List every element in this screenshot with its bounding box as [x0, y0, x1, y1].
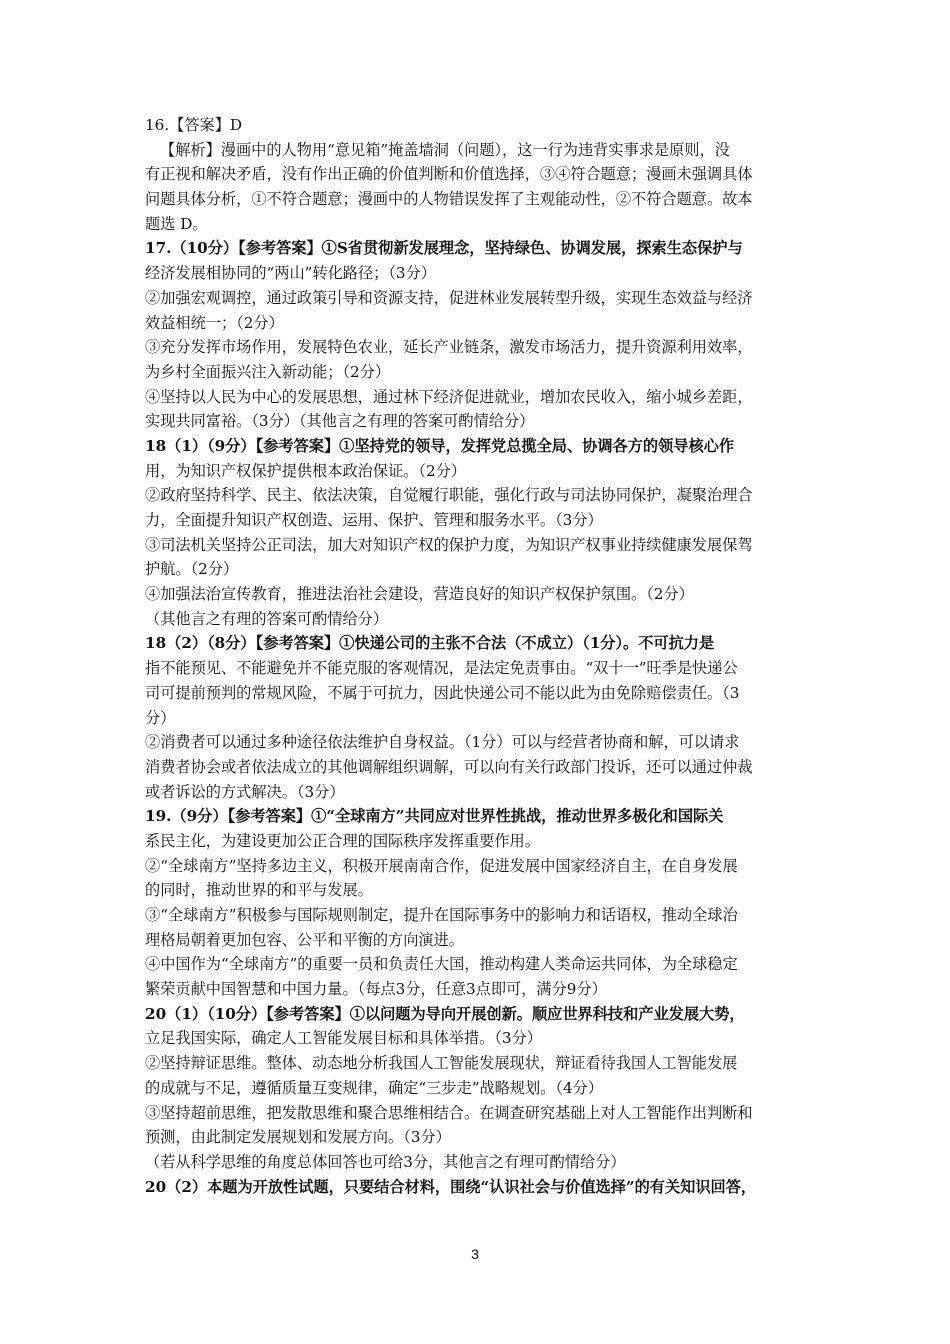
text-line: ②消费者可以通过多种途径依法维护自身权益。（1分）可以与经营者协商和解，可以请求 — [145, 733, 740, 752]
answer-text-block — [145, 113, 810, 1199]
text-line: 分） — [145, 708, 176, 727]
text-line: ④中国作为“全球南方”的重要一员和负责任大国，推动构建人类命运共同体，为全球稳定 — [145, 955, 738, 974]
text-line: 的同时，推动世界的和平与发展。 — [145, 881, 373, 900]
text-line: ③“全球南方”积极参与国际规则制定，提升在国际事务中的影响力和话语权，推动全球治 — [145, 906, 738, 924]
text-line: （其他言之有理的答案可酌情给分） — [145, 609, 388, 628]
text-line: 用，为知识产权保护提供根本政治保证。（2分） — [145, 461, 467, 480]
text-line: ②“全球南方”坚持多边主义，积极开展南南合作，促进发展中国家经济自主，在自身发展 — [145, 856, 738, 875]
text-line: 的成就与不足，遵循质量互变规律，确定“三步走”战略规划。（4分） — [145, 1078, 604, 1097]
text-line: 20（2）本题为开放性试题，只要结合材料，围绕“认识社会与价值选择”的有关知识回答， — [145, 1177, 757, 1196]
text-line: ②坚持辩证思维。整体、动态地分析我国人工智能发展现状，辩证看待我国人工智能发展 — [145, 1054, 738, 1073]
text-line: ②政府坚持科学、民主、依法决策，自觉履行职能，强化行政与司法协同保护，凝聚治理合 — [145, 486, 753, 505]
text-line: 为乡村全面振兴注入新动能；（2分） — [145, 362, 391, 381]
text-line: 有正视和解决矛盾，没有作出正确的价值判断和价值选择，③④符合题意；漫画未强调具体 — [145, 165, 753, 184]
text-line: 【解析】漫画中的人物用“意见箱”掩盖墙洞（问题），这一行为违背实事求是原则，没 — [160, 140, 730, 159]
text-line: 19.（9分）【参考答案】①“全球南方”共同应对世界性挑战，推动世界多极化和国际关 — [145, 807, 724, 826]
text-line: 20（1）（10分）【参考答案】①以问题为导向开展创新。顺应世界科技和产业发展大势， — [145, 1004, 745, 1023]
text-line: 力，全面提升知识产权创造、运用、保护、管理和服务水平。（3分） — [145, 511, 603, 529]
text-line: 题选 D。 — [145, 214, 208, 233]
text-line: ③充分发挥市场作用，发展特色农业，延长产业链条，激发市场活力，提升资源利用效率， — [145, 338, 753, 357]
text-line: 理格局朝着更加包容、公平和平衡的方向演进。 — [145, 930, 464, 949]
text-line: 指不能预见、不能避免并不能克服的客观情况，是法定免责事由。“双十一”旺季是快递公 — [145, 659, 738, 678]
text-line: ③司法机关坚持公正司法，加大对知识产权的保护力度，为知识产权事业持续健康发展保驾 — [145, 535, 753, 554]
text-line: 18（2）（8分）【参考答案】①快递公司的主张不合法（不成立）（1分）。不可抗力是 — [145, 634, 715, 653]
text-line: ④加强法治宣传教育，推进法治社会建设，营造良好的知识产权保护氛围。（2分） — [145, 585, 694, 604]
text-line: 系民主化，为建设更加公正合理的国际秩序发挥重要作用。 — [145, 831, 540, 850]
text-line: ②加强宏观调控，通过政策引导和资源支持，促进林业发展转型升级，实现生态效益与经济 — [145, 288, 753, 307]
text-line: 预测，由此制定发展规划和发展方向。（3分） — [145, 1128, 451, 1147]
text-line: 18（1）（9分）【参考答案】①坚持党的领导，发挥党总揽全局、协调各方的领导核心作 — [145, 436, 735, 455]
text-line: 实现共同富裕。（3分）（其他言之有理的答案可酌情给分） — [145, 412, 535, 431]
text-line: 或者诉讼的方式解决。（3分） — [145, 782, 345, 801]
text-line: 消费者协会或者依法成立的其他调解组织调解，可以向有关行政部门投诉，还可以通过仲裁 — [145, 757, 753, 776]
text-line: 效益相统一；（2分） — [145, 313, 284, 332]
text-line: ③坚持超前思维，把发散思维和聚合思维相结合。在调查研究基础上对人工智能作出判断和 — [145, 1103, 753, 1122]
text-line: 17.（10分）【参考答案】①S省贯彻新发展理念，坚持绿色、协调发展，探索生态保护与 — [145, 239, 743, 258]
text-line: 繁荣贡献中国智慧和中国力量。（每点3分，任意3点即可，满分9分） — [145, 980, 607, 999]
text-line: ④坚持以人民为中心的发展思想，通过林下经济促进就业，增加农民收入，缩小城乡差距， — [145, 387, 753, 406]
text-line: 问题具体分析，①不符合题意；漫画中的人物错误发挥了主观能动性，②不符合题意。故本 — [145, 190, 753, 209]
text-line: 立足我国实际，确定人工智能发展目标和具体举措。（3分） — [145, 1029, 542, 1048]
page-number: 3 — [471, 1246, 479, 1262]
text-line: 司可提前预判的常规风险，不属于可抗力，因此快递公司不能以此为由免除赔偿责任。（3 — [145, 683, 740, 702]
text-line: 16.【答案】D — [145, 116, 243, 134]
text-line: （若从科学思维的角度总体回答也可给3分，其他言之有理可酌情给分） — [145, 1152, 626, 1171]
text-line: 护航。（2分） — [145, 560, 239, 579]
text-line: 经济发展相协同的“两山”转化路径；（3分） — [145, 264, 436, 283]
